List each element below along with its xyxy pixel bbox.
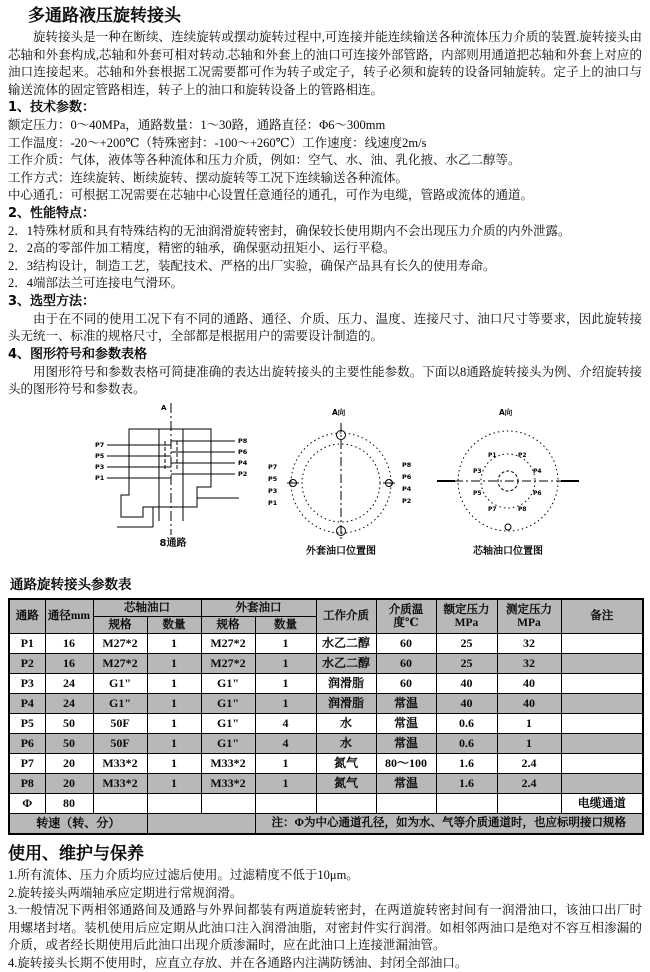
- section4-heading: 4、图形符号和参数表格: [8, 346, 642, 364]
- table-cell: 常温: [376, 714, 436, 734]
- table-cell: 常温: [376, 694, 436, 714]
- view-title: A向: [499, 407, 513, 417]
- table-cell: 80～100: [376, 754, 436, 774]
- table-cell: M33*2: [201, 774, 255, 794]
- table-cell: 1.6: [436, 754, 497, 774]
- table-cell: [316, 794, 376, 814]
- header-row: [9, 599, 643, 617]
- symbol-caption: 8通路: [118, 535, 228, 553]
- table-cell: Φ: [9, 794, 45, 814]
- parameter-table: [8, 598, 644, 835]
- table-cell: 1: [147, 634, 201, 654]
- table-cell: 60: [376, 674, 436, 694]
- table-cell: 1: [147, 734, 201, 754]
- table-cell: 60: [376, 634, 436, 654]
- table-cell: [93, 794, 147, 814]
- col-header-remark: 备注: [561, 599, 643, 634]
- symbol-port-label: P7: [95, 441, 104, 449]
- table-cell: [561, 714, 643, 734]
- col-header-diameter: 通径mm: [45, 599, 93, 634]
- col-header-qty: 数量: [147, 617, 201, 634]
- col-header-measured: 测定压力 MPa: [497, 599, 561, 634]
- table-cell: 1: [255, 754, 316, 774]
- col-header-spec: 规格: [93, 617, 147, 634]
- table-cell: 50: [45, 714, 93, 734]
- col-header-rated: 额定压力 MPa: [436, 599, 497, 634]
- table-cell: P6: [9, 734, 45, 754]
- table-cell: [147, 794, 201, 814]
- table-cell: 40: [436, 694, 497, 714]
- note-cell: 注：Φ为中心通道孔径，如为水、气等介质通道时，也应标明接口规格: [255, 814, 643, 835]
- table-row: [9, 634, 643, 654]
- table-cell: [376, 794, 436, 814]
- shaft-view-caption: 芯轴油口位置图: [453, 543, 563, 561]
- tech-param-line: 额定压力：0～40MPa，通路数量：1～30路，通路直径：Φ6～300mm: [8, 117, 642, 135]
- table-cell: M33*2: [93, 774, 147, 794]
- symbol-port-label: P5: [95, 452, 105, 460]
- table-cell: P7: [9, 754, 45, 774]
- table-cell: 1: [255, 674, 316, 694]
- table-cell: G1": [201, 674, 255, 694]
- table-cell: [436, 794, 497, 814]
- table-cell: 润滑脂: [316, 674, 376, 694]
- table-cell: 水乙二醇: [316, 654, 376, 674]
- feature-item: 2．4端部法兰可连接电气滑环。: [8, 275, 642, 293]
- table-cell: M33*2: [93, 754, 147, 774]
- table-cell: 氮气: [316, 754, 376, 774]
- shaft-port-label: P8: [518, 506, 527, 513]
- table-cell: 水: [316, 734, 376, 754]
- col-header-qty: 数量: [255, 617, 316, 634]
- intro-paragraph: 旋转接头是一种在断续、连续旋转或摆动旋转过程中,可连接并能连续输送各种流体压力介质的装置.旋转接头由芯轴和外套构成,芯轴和外套可相对转动.芯轴和外套上的油口可连接外部管路，内部则用通道把芯轴和外套上对应的油口连接起来。芯轴和外套根据工况需要都可作为转子或定子，转子必须和旋转的设备同轴旋转。定子上的油口与输送流体的固定管路相连，转子上的油口和旋转设备上的管路相连。: [8, 29, 642, 99]
- outer-port-label: P4: [402, 485, 412, 493]
- table-cell: [201, 794, 255, 814]
- table-cell: [561, 754, 643, 774]
- table-cell: M27*2: [201, 634, 255, 654]
- col-header-spec: 规格: [201, 617, 255, 634]
- symbol-port-label: P4: [238, 459, 248, 467]
- page-title: 多通路液压旋转接头: [28, 5, 642, 27]
- section4-body: 用图形符号和参数表格可简捷准确的表达出旋转接头的主要性能参数。下面以8通路旋转接头为例、介绍旋转接头的图形符号和参数表。: [8, 364, 642, 399]
- col-header-medium: 工作介质: [316, 599, 376, 634]
- table-cell: 20: [45, 754, 93, 774]
- table-cell: G1": [201, 734, 255, 754]
- table-cell: 1: [147, 754, 201, 774]
- table-cell: [561, 674, 643, 694]
- maintenance-heading: 使用、维护与保养: [8, 843, 642, 865]
- shaft-port-label: P7: [488, 506, 497, 513]
- table-cell: G1": [201, 694, 255, 714]
- table-footer-row: [9, 814, 643, 835]
- section3-heading: 3、选型方法：: [8, 293, 642, 311]
- table-cell: 1: [255, 694, 316, 714]
- table-cell: 4: [255, 714, 316, 734]
- symbol-port-label: P6: [238, 448, 248, 456]
- symbol-port-label: P1: [95, 474, 105, 482]
- shaft-port-label: P3: [473, 468, 482, 475]
- table-cell: 1: [255, 654, 316, 674]
- table-cell: 60: [376, 654, 436, 674]
- table-cell: 1: [147, 674, 201, 694]
- table-cell: G1": [201, 714, 255, 734]
- table-row: [9, 774, 643, 794]
- core-shaft-port-diagram: [433, 405, 583, 541]
- symbol-port-label: P2: [238, 470, 247, 478]
- outer-port-label: P7: [268, 463, 277, 471]
- table-cell: 32: [497, 634, 561, 654]
- table-cell: G1": [93, 694, 147, 714]
- table-cell: 1: [497, 734, 561, 754]
- outer-port-label: P8: [402, 461, 412, 469]
- table-row: [9, 754, 643, 774]
- maintenance-item: 1.所有流体、压力介质均应过滤后使用。过滤精度不低于10μm。: [8, 867, 642, 885]
- table-cell: 润滑脂: [316, 694, 376, 714]
- maintenance-item: 4.旋转接头长期不使用时，应直立存放、并在各通路内注满防锈油、封闭全部油口。: [8, 955, 642, 972]
- table-cell: 24: [45, 694, 93, 714]
- col-header-shaft-group: 芯轴油口: [93, 599, 201, 617]
- table-cell: 16: [45, 634, 93, 654]
- shaft-port-label: P1: [488, 452, 497, 459]
- table-cell: 24: [45, 674, 93, 694]
- col-header-sleeve-group: 外套油口: [201, 599, 316, 617]
- table-cell: 25: [436, 654, 497, 674]
- table-row: [9, 674, 643, 694]
- table-cell: 氮气: [316, 774, 376, 794]
- col-header-temp: 介质温度℃: [376, 599, 436, 634]
- tech-param-line: 工作温度：-20～+200℃（特殊密封：-100～+260℃）工作速度：线速度2m/s: [8, 135, 642, 153]
- table-row: [9, 714, 643, 734]
- outer-view-caption: 外套油口位置图: [286, 543, 396, 561]
- table-cell: P4: [9, 694, 45, 714]
- table-row: [9, 734, 643, 754]
- empty-cell: [147, 814, 255, 835]
- table-cell: M27*2: [201, 654, 255, 674]
- rotary-joint-symbol-diagram: [93, 401, 253, 539]
- shaft-port-label: P2: [518, 452, 527, 459]
- table-cell: 1: [255, 774, 316, 794]
- feature-item: 2．3结构设计，制造工艺，装配技术、严格的出厂实验，确保产品具有长久的使用寿命。: [8, 258, 642, 276]
- feature-item: 2．2高的零部件加工精度，精密的轴承，确保驱动扭矩小、运行平稳。: [8, 240, 642, 258]
- table-cell: 25: [436, 634, 497, 654]
- table-cell: 50: [45, 734, 93, 754]
- symbol-port-label: P3: [95, 463, 104, 471]
- speed-cell: 转速（转、分）: [9, 814, 147, 835]
- table-row: [9, 654, 643, 674]
- table-cell: P2: [9, 654, 45, 674]
- table-cell: 20: [45, 774, 93, 794]
- table-cell: 2.4: [497, 754, 561, 774]
- table-cell: 40: [497, 694, 561, 714]
- outer-port-label: P2: [402, 497, 411, 505]
- table-cell: 1.6: [436, 774, 497, 794]
- table-cell: [255, 794, 316, 814]
- maintenance-item: 2.旋转接头两端轴承应定期进行常规润滑。: [8, 885, 642, 903]
- table-cell: P5: [9, 714, 45, 734]
- col-header-channel: 通路: [9, 599, 45, 634]
- section2-heading: 2、性能特点：: [8, 205, 642, 223]
- table-cell: 50F: [93, 714, 147, 734]
- maintenance-item: 3.一般情况下两相邻通路间及通路与外界间都装有两道旋转密封，在两道旋转密封间有一润滑油口，该油口出厂时用螺堵封堵。装机使用后应定期从此油口注入润滑油脂，对密封件实行润滑。如相邻两油口是绝对不容互相渗漏的介质，或者经长期使用后此油口出现介质渗漏时，应在此油口上连接泄漏油管。: [8, 902, 642, 955]
- view-arrow-label: A: [161, 404, 167, 412]
- table-cell: P3: [9, 674, 45, 694]
- table-cell: 2.4: [497, 774, 561, 794]
- shaft-port-label: P6: [533, 490, 542, 497]
- section1-heading: 1、技术参数：: [8, 99, 642, 117]
- table-cell: 0.6: [436, 734, 497, 754]
- table-cell: 常温: [376, 734, 436, 754]
- shaft-port-label: P5: [473, 490, 482, 497]
- table-cell: 1: [147, 774, 201, 794]
- table-cell: 水乙二醇: [316, 634, 376, 654]
- table-cell: P8: [9, 774, 45, 794]
- table-cell: [561, 734, 643, 754]
- table-cell: M27*2: [93, 654, 147, 674]
- table-cell: P1: [9, 634, 45, 654]
- table-cell: [561, 634, 643, 654]
- table-cell: 16: [45, 654, 93, 674]
- table-cell: 50F: [93, 734, 147, 754]
- table-cell: 电缆通道: [561, 794, 643, 814]
- table-cell: 1: [255, 634, 316, 654]
- table-cell: [561, 694, 643, 714]
- table-cell: 水: [316, 714, 376, 734]
- table-cell: 常温: [376, 774, 436, 794]
- table-cell: 1: [497, 714, 561, 734]
- table-cell: 1: [147, 694, 201, 714]
- feature-item: 2．1特殊材质和具有特殊结构的无油润滑旋转密封，确保较长使用期内不会出现压力介质的内外泄露。: [8, 223, 642, 241]
- outer-port-label: P1: [268, 499, 278, 507]
- table-cell: 0.6: [436, 714, 497, 734]
- table-cell: 80: [45, 794, 93, 814]
- table-cell: 4: [255, 734, 316, 754]
- outer-port-label: P5: [268, 475, 278, 483]
- tech-param-line: 中心通孔：可根据工况需要在芯轴中心设置任意通径的通孔，可作为电缆，管路或流体的通道。: [8, 187, 642, 205]
- table-cell: 40: [436, 674, 497, 694]
- table-cell: 32: [497, 654, 561, 674]
- view-title: A向: [332, 407, 346, 417]
- table-cell: 1: [147, 654, 201, 674]
- outer-sleeve-port-diagram: [266, 405, 416, 541]
- table-title: 通路旋转接头参数表: [10, 577, 642, 595]
- shaft-port-label: P4: [533, 468, 542, 475]
- symbol-port-label: P8: [238, 437, 248, 445]
- table-cell: 40: [497, 674, 561, 694]
- diagram-row: [8, 401, 642, 571]
- table-cell: [561, 774, 643, 794]
- table-row: [9, 694, 643, 714]
- table-cell: [561, 654, 643, 674]
- table-cell: M27*2: [93, 634, 147, 654]
- table-cell: [497, 794, 561, 814]
- section3-body: 由于在不同的使用工况下有不同的通路、通径、介质、压力、温度、连接尺寸、油口尺寸等要求，因此旋转接头无统一、标准的规格尺寸，全部都是根据用户的需要设计制造的。: [8, 311, 642, 346]
- outer-port-label: P3: [268, 487, 277, 495]
- tech-param-line: 工作方式：连续旋转、断续旋转、摆动旋转等工况下连续输送各种流体。: [8, 170, 642, 188]
- table-row: [9, 794, 643, 814]
- outer-port-label: P6: [402, 473, 412, 481]
- table-cell: M33*2: [201, 754, 255, 774]
- tech-param-line: 工作介质：气体，液体等各种流体和压力介质，例如：空气、水、油、乳化掖、水乙二醇等。: [8, 152, 642, 170]
- table-cell: 1: [147, 714, 201, 734]
- table-cell: G1": [93, 674, 147, 694]
